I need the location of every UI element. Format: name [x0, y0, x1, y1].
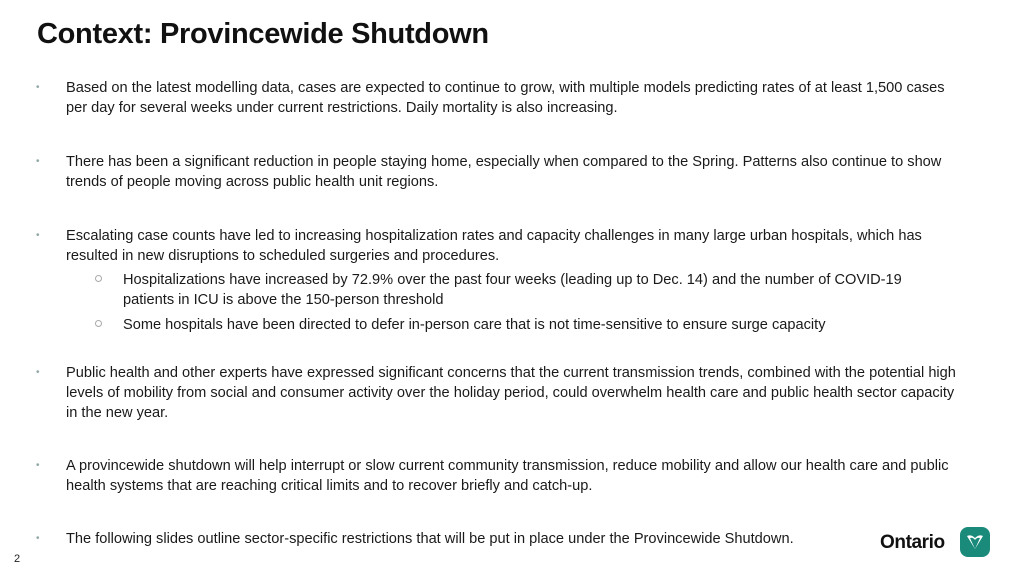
sub-bullet-text: Hospitalizations have increased by 72.9% over the past four weeks (leading up to Dec. 14) and the number of COVID-19 patients in ICU is above the 150-person threshold [123, 272, 902, 308]
bullet-dot-icon: • [36, 156, 40, 167]
ontario-logo-text: Ontario [880, 532, 945, 553]
bullet-text: The following slides outline sector-specific restrictions that will be put in place under the Provincewide Shutdown. [66, 531, 794, 547]
bullet-item [36, 152, 966, 192]
bullet-text: A provincewide shutdown will help interrupt or slow current community transmission, reduce mobility and allow our health care and public health systems that are reaching critical limits and to recover briefly and catch-up. [66, 458, 949, 494]
bullet-item [36, 226, 966, 266]
bullet-text: There has been a significant reduction in people staying home, especially when compared to the Spring. Patterns also continue to show trends of people moving across public health unit regions. [66, 154, 942, 190]
bullet-item [36, 363, 966, 423]
bullet-dot-icon: • [36, 82, 40, 93]
bullet-item [36, 78, 966, 118]
sub-bullet-circle-icon [95, 275, 102, 282]
bullet-dot-icon: • [36, 460, 40, 471]
bullet-item [36, 456, 966, 496]
page-number: 2 [14, 553, 21, 565]
bullet-dot-icon: • [36, 367, 40, 378]
sub-bullet-item [123, 315, 953, 335]
bullet-item [36, 529, 896, 549]
bullet-dot-icon: • [36, 533, 40, 544]
sub-bullet-text: Some hospitals have been directed to defer in-person care that is not time-sensitive to ensure surge capacity [123, 317, 826, 333]
sub-bullet-item [123, 270, 953, 310]
bullet-text: Based on the latest modelling data, cases are expected to continue to grow, with multiple models predicting rates of at least 1,500 cases per day for several weeks under current restrictions. Daily mortality is also increasing. [66, 80, 945, 116]
sub-bullet-circle-icon [95, 320, 102, 327]
bullet-dot-icon: • [36, 230, 40, 241]
slide-title: Context: Provincewide Shutdown [37, 18, 489, 50]
trillium-logo-icon [960, 527, 990, 557]
bullet-text: Escalating case counts have led to increasing hospitalization rates and capacity challenges in many large urban hospitals, which has resulted in new disruptions to scheduled surgeries and procedures. [66, 228, 922, 264]
bullet-text: Public health and other experts have expressed significant concerns that the current transmission trends, combined with the potential high levels of mobility from social and consumer activity over the holiday period, could overwhelm health care and public health sector capacity in the new year. [66, 365, 956, 421]
